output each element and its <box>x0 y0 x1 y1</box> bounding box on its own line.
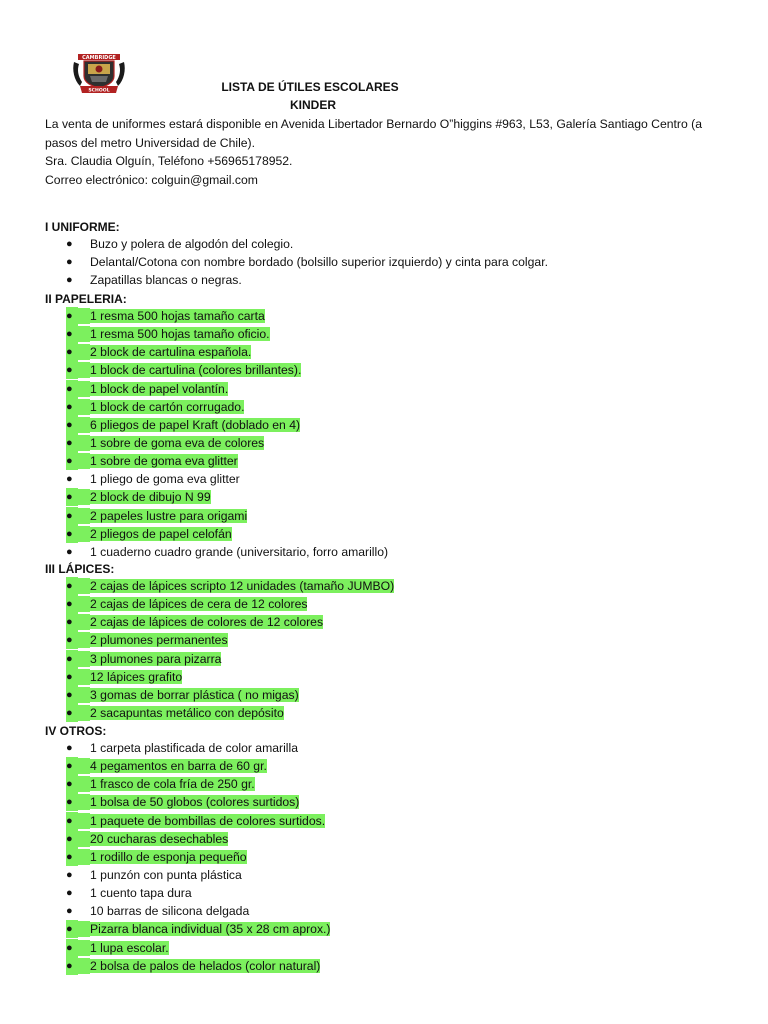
bullet-icon: ● <box>66 507 78 525</box>
section-heading: III LÁPICES: <box>45 562 115 576</box>
bullet-icon: ● <box>66 577 78 595</box>
bullet-icon: ● <box>66 920 78 938</box>
intro-contact-email: Correo electrónico: colguin@gmail.com <box>45 172 258 187</box>
bullet-icon: ● <box>66 887 73 900</box>
list-item-text: 2 bolsa de palos de helados (color natural) <box>90 958 321 973</box>
list-item-text: 1 block de cartón corrugado. <box>90 399 245 414</box>
list-item-text: 1 paquete de bombillas de colores surtidos. <box>90 813 326 828</box>
logo-text-bottom: SCHOOL <box>88 88 110 94</box>
bullet-icon: ● <box>66 793 78 811</box>
bullet-icon: ● <box>66 545 73 558</box>
list-item-text: 2 block de dibujo N 99 <box>90 490 211 505</box>
list-item <box>0 488 700 506</box>
section-heading: I UNIFORME: <box>45 220 120 234</box>
bullet-icon: ● <box>66 416 78 434</box>
list-item-text: 1 rodillo de esponja pequeño <box>90 849 247 864</box>
list-item <box>0 543 700 561</box>
list-item-text: 1 pliego de goma eva glitter <box>90 472 240 487</box>
list-item <box>0 271 700 289</box>
section-list <box>0 739 700 975</box>
list-item <box>0 793 700 811</box>
bullet-icon: ● <box>66 452 78 470</box>
list-item <box>0 361 700 379</box>
bullet-icon: ● <box>66 398 78 416</box>
list-item <box>0 704 700 722</box>
document-subtitle: KINDER <box>290 98 337 112</box>
list-item <box>0 884 700 902</box>
list-item <box>0 650 700 668</box>
list-item-text: 2 cajas de lápices scripto 12 unidades (tamaño JUMBO) <box>90 579 395 593</box>
list-item-text: 2 sacapuntas metálico con depósito <box>90 705 284 720</box>
bullet-icon: ● <box>66 613 78 631</box>
list-item-text: 2 pliegos de papel celofán <box>90 526 232 541</box>
list-item-text: 1 carpeta plastificada de color amarilla <box>90 741 298 755</box>
list-item <box>0 631 700 649</box>
list-item <box>0 866 700 884</box>
list-item-text: 1 block de cartulina (colores brillantes). <box>90 363 302 378</box>
list-item-text: 4 pegamentos en barra de 60 gr. <box>90 759 267 774</box>
bullet-icon: ● <box>66 812 78 830</box>
list-item-text: 1 sobre de goma eva de colores <box>90 435 265 450</box>
list-item-text: 2 cajas de lápices de cera de 12 colores <box>90 597 308 612</box>
bullet-icon: ● <box>66 957 78 975</box>
list-item-text: Delantal/Cotona con nombre bordado (bolsillo superior izquierdo) y cinta para colgar. <box>90 255 548 270</box>
bullet-icon: ● <box>66 307 78 325</box>
bullet-icon: ● <box>66 595 78 613</box>
bullet-icon: ● <box>66 525 78 543</box>
bullet-icon: ● <box>66 361 78 379</box>
bullet-icon: ● <box>66 868 73 881</box>
list-item-text: 2 papeles lustre para origami <box>90 508 248 523</box>
intro-contact-phone: Sra. Claudia Olguín, Teléfono +56965178952. <box>45 154 293 168</box>
bullet-icon: ● <box>66 668 78 686</box>
bullet-icon: ● <box>66 704 78 722</box>
bullet-icon: ● <box>66 939 78 957</box>
bullet-icon: ● <box>66 686 78 704</box>
list-item <box>0 957 700 975</box>
section-list <box>0 235 700 289</box>
list-item <box>0 920 700 938</box>
list-item <box>0 848 700 866</box>
list-item-text: Buzo y polera de algodón del colegio. <box>90 237 294 251</box>
bullet-icon: ● <box>66 238 73 250</box>
list-item <box>0 902 700 920</box>
list-item-text: 1 lupa escolar. <box>90 940 169 955</box>
list-item-text: 1 block de papel volantín. <box>90 381 229 396</box>
list-item <box>0 507 700 525</box>
list-item-text: 1 punzón con punta plástica <box>90 867 242 882</box>
list-item <box>0 470 700 488</box>
list-item-text: 2 cajas de lápices de colores de 12 colores <box>90 615 324 630</box>
list-item-text: 1 bolsa de 50 globos (colores surtidos) <box>90 795 300 810</box>
list-item <box>0 812 700 830</box>
bullet-icon: ● <box>66 325 78 343</box>
bullet-icon: ● <box>66 488 78 506</box>
list-item-text: 1 frasco de cola fría de 250 gr. <box>90 777 255 792</box>
list-item-text: Zapatillas blancas o negras. <box>90 273 242 288</box>
list-item <box>0 830 700 848</box>
list-item <box>0 343 700 361</box>
bullet-icon: ● <box>66 274 73 287</box>
list-item <box>0 325 700 343</box>
list-item <box>0 757 700 775</box>
bullet-icon: ● <box>66 848 78 866</box>
list-item-text: 1 cuaderno cuadro grande (universitario, forro amarillo) <box>90 544 389 559</box>
section-list <box>0 307 700 561</box>
intro-block <box>45 115 735 189</box>
list-item <box>0 613 700 631</box>
list-item <box>0 939 700 957</box>
list-item-text: 6 pliegos de papel Kraft (doblado en 4) <box>90 417 301 432</box>
list-item <box>0 668 700 686</box>
list-item-text: 12 lápices grafito <box>90 669 183 684</box>
list-item <box>0 595 700 613</box>
list-item <box>0 775 700 793</box>
bullet-icon: ● <box>66 256 73 269</box>
bullet-icon: ● <box>66 631 78 649</box>
list-item-text: 1 cuento tapa dura <box>90 886 192 901</box>
list-item <box>0 235 700 253</box>
list-item-text: 1 resma 500 hojas tamaño carta <box>90 309 265 323</box>
intro-uniform-sale: La venta de uniformes estará disponible en Avenida Libertador Bernardo O”higgins #963, L53, Galería Santiago Centro (a pasos del metro Universidad de Chile). <box>45 117 702 150</box>
bullet-icon: ● <box>66 380 78 398</box>
list-item <box>0 577 700 595</box>
bullet-icon: ● <box>66 650 78 668</box>
list-item <box>0 253 700 271</box>
list-item-text: 1 sobre de goma eva glitter <box>90 454 238 469</box>
bullet-icon: ● <box>66 905 73 918</box>
list-item-text: Pizarra blanca individual (35 x 28 cm aprox.) <box>90 922 331 937</box>
section-list <box>0 577 700 722</box>
list-item-text: 1 resma 500 hojas tamaño oficio. <box>90 327 270 342</box>
list-item <box>0 739 700 757</box>
list-item <box>0 380 700 398</box>
list-item-text: 3 gomas de borrar plástica ( no migas) <box>90 687 299 702</box>
list-item-text: 20 cucharas desechables <box>90 831 229 846</box>
document-title: LISTA DE ÚTILES ESCOLARES <box>221 80 399 94</box>
list-item <box>0 452 700 470</box>
list-item <box>0 434 700 452</box>
bullet-icon: ● <box>66 775 78 793</box>
bullet-icon: ● <box>66 343 78 361</box>
bullet-icon: ● <box>66 757 78 775</box>
list-item-text: 10 barras de silicona delgada <box>90 904 250 919</box>
list-item-text: 3 plumones para pizarra <box>90 651 222 666</box>
list-item <box>0 686 700 704</box>
list-item <box>0 307 700 325</box>
bullet-icon: ● <box>66 434 78 452</box>
list-item <box>0 416 700 434</box>
list-item <box>0 525 700 543</box>
logo-text-top: CAMBRIDGE <box>82 55 116 61</box>
bullet-icon: ● <box>66 742 73 754</box>
list-item-text: 2 block de cartulina española. <box>90 345 252 360</box>
bullet-icon: ● <box>66 830 78 848</box>
list-item <box>0 398 700 416</box>
list-item-text: 2 plumones permanentes <box>90 633 228 648</box>
section-heading: IV OTROS: <box>45 724 107 738</box>
bullet-icon: ● <box>66 473 73 486</box>
section-heading: II PAPELERIA: <box>45 292 127 306</box>
